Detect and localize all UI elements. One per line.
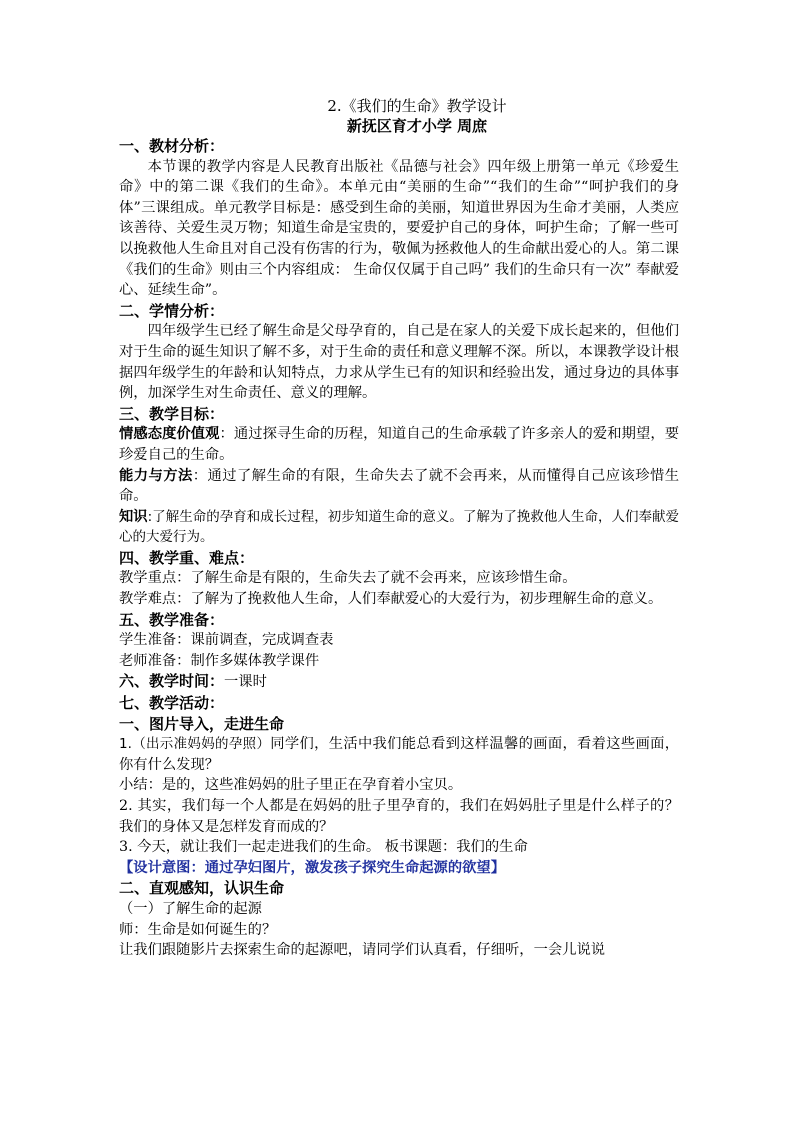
section-heading-preparation: 五、教学准备：: [119, 610, 225, 629]
activity-1-summary: 小结：是的，这些准妈妈的肚子里正在孕育着小宝贝。: [119, 777, 463, 794]
goal-ability-text: ：通过了解生命的有限，生命失去了就不会再来，从而懂得自己应该珍惜生命。: [119, 467, 680, 505]
activity-1-step-1: [119, 734, 679, 775]
activity-1-step-2: 2. 其实，我们每一个人都是在妈妈的肚子里孕育的，我们在妈妈肚子里是什么样子的？我们的身体又是怎样发育而成的？: [119, 798, 679, 835]
goal-knowledge-text: :了解生命的孕育和成长过程，初步知道生命的意义。了解为了挽救他人生命，人们奉献爱心的大爱行为。: [119, 508, 679, 546]
section-heading-time: 六、教学时间：: [119, 672, 225, 691]
goal-attitude-label: 情感态度价值观: [119, 426, 220, 443]
activity-1-step-1-note: 1.（出示准妈妈的孕照）: [119, 736, 271, 753]
document-author: 新抚区育才小学 周庶: [346, 117, 488, 135]
section-heading-goals: 三、教学目标：: [119, 404, 225, 423]
teaching-time: [119, 671, 679, 693]
paragraph-textbook-analysis: 本节课的教学内容是人民教育出版社《品德与社会》四年级上册第一单元《珍爱生命》中的第二课《我们的生命》。本单元由“美丽的生命”“我们的生命”“呵护我们的身体”三课组成。单元教学目标是：感受到生命的美丽，知道世界因为生命才美丽，人类应该善待、关爱生灵万物；知道生命是宝贵的，要爱护自己的身体，呵护生命；了解一些可以挽救他人生命且对自己没有伤害的行为，敬佩为拯救他人的生命献出爱心的人。第二课《我们的生命》则由三个内容组成： 生命仅仅属于自己吗” 我们的生命只有一次” 奉献爱心、延续生命”。: [119, 158, 679, 299]
document-page: [119, 96, 679, 961]
paragraph-teacher-prep: 老师准备：制作多媒体教学课件: [119, 652, 320, 669]
section-heading-textbook: 一、教材分析：: [119, 137, 225, 155]
goal-knowledge: [119, 507, 679, 548]
goal-ability-label: 能力与方法: [119, 467, 193, 484]
activity-heading-2: 二、直观感知，认识生命: [119, 879, 285, 898]
section-heading-keypoints: 四、教学重、难点：: [119, 548, 255, 567]
activity-1-design-intent: [119, 858, 679, 879]
activity-2-subheading: （一）了解生命的起源: [119, 900, 262, 917]
goal-ability: [119, 466, 679, 507]
activity-1-step-1-text: 同学们，生活中我们能总看到这样温馨的画面，看着这些画面，你有什么发现？: [119, 736, 679, 773]
section-heading-activities: 七、教学活动：: [119, 694, 225, 713]
paragraph-student-prep: 学生准备：课前调查，完成调查表: [119, 632, 334, 649]
goal-knowledge-label: 知识: [119, 508, 148, 525]
goal-attitude-text: ：通过探寻生命的历程，知道自己的生命承载了许多亲人的爱和期望，要珍爱自己的生命。: [119, 426, 680, 463]
intent-open-bracket: 【: [119, 859, 134, 876]
section-heading-students: 二、学情分析：: [119, 301, 225, 320]
paragraph-difficult-point: 教学难点：了解为了挽救他人生命，人们奉献爱心的大爱行为，初步理解生命的意义。: [119, 591, 663, 608]
goal-attitude: [119, 424, 679, 465]
activity-heading-1: 一、图片导入，走进生命: [119, 714, 285, 733]
paragraph-student-analysis: 四年级学生已经了解生命是父母孕育的，自己是在家人的关爱下成长起来的，但他们对于生命的诞生知识了解不多，对于生命的责任和意义理解不深。所以，本课教学设计根据四年级学生的年龄和认知特点，力求从学生已有的知识和经验出发，通过身边的具体事例，加深学生对生命责任、意义的理解。: [119, 323, 679, 402]
activity-1-step-3: 3. 今天，就让我们一起走进我们的生命。 板书课题：我们的生命: [119, 839, 528, 856]
intent-close-bracket: 】: [490, 859, 506, 876]
paragraph-key-point: 教学重点：了解生命是有限的，生命失去了就不会再来，应该珍惜生命。: [119, 570, 577, 587]
intent-text: 设计意图：通过孕妇图片，激发孩子探究生命起源的欲望: [133, 859, 491, 876]
activity-2-question: 师：生命是如何诞生的？: [119, 921, 277, 938]
teaching-time-value: 一课时: [224, 674, 267, 691]
document-title: 2.《我们的生命》教学设计: [327, 97, 507, 115]
activity-2-instruction: 让我们跟随影片去探索生命的起源吧，请同学们认真看，仔细听，一会儿说说: [119, 942, 606, 959]
